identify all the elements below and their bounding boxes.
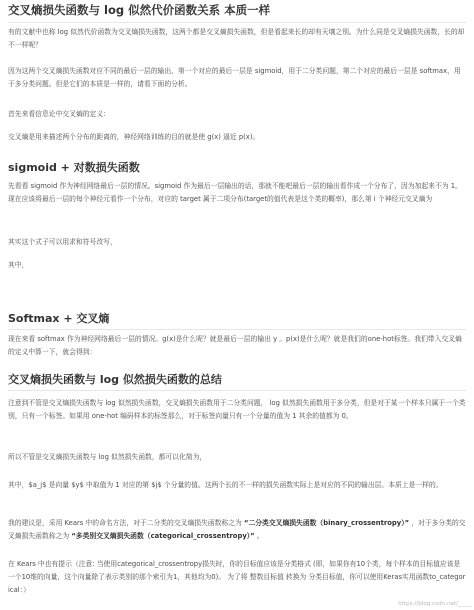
- title-divider: [8, 22, 466, 23]
- binary-crossentropy-term: “二分类交叉熵损失函数（binary_crossentropy）”: [244, 519, 410, 527]
- paragraph-sigmoid-case: 先看看 sigmoid 作为神经网络最后一层的情况。sigmoid 作为最后一层输出的话，那就不能吧最后一层的输出看作成一个分布了，因为加起来不为 1。现在应该将最后一层的每个神经元看作一个分布，对应的 target 属于二项分布(target的值代表是这个类的概率)，那么第 i 个神经元交叉熵为: [8, 182, 462, 203]
- paragraph-softmax-case: 现在来看 softmax 作为神经网络最后一层的情况。g(x)是什么呢？就是最后一层的输出 y 。p(x)是什么呢？就是我们的one-hot标签。我们带入交叉熵的定义中算一下，就会得到：: [8, 335, 462, 356]
- paragraph-simplify: 所以不管是交叉熵损失函数与 log 似然损失函数，都可以化简为，: [8, 453, 207, 461]
- section-heading-summary: 交叉熵损失函数与 log 似然损失函数的总结: [8, 373, 222, 386]
- article: [8, 0, 466, 610]
- summary-divider: [8, 390, 466, 391]
- paragraph-keras-note: 在 Kears 中也有提示（注意: 当使用categorical_crossentropy损失时，你的目标值应该是分类格式 (即，如果你有10个类，每个样本的目标值应该是一个10维的向量，这个向量除了表示类别的那个索引为1，其他均为0)。 为了将 整数目标值 转换为 分类目标值，你可以使用Keras实用函数to_categorical：）: [8, 560, 466, 594]
- advice-text-end: 。: [254, 532, 264, 540]
- paragraph-definition-intro: 首先来看信息论中交叉熵的定义：: [8, 110, 110, 118]
- watermark: https://blog.csdn.net/_____: [398, 601, 472, 608]
- paragraph-summary: 注意到不管是交叉熵损失函数与 log 似然损失函数，交叉熵损失函数用于二分类问题， log 似然损失函数用于多分类，但是对于某一个样本只属于一个类别，只有一个标签。如果用 one-hot 编码样本的标签那么，对于标签向量只有一个分量的值为 1 其余的值都为 0。: [8, 399, 466, 420]
- paragraph-aj-definition: 其中，$a_j$ 是向量 $y$ 中取值为 1 对应的第 $j$ 个分量的值。这两个长的不一样的损失函数实际上是对应的不同的输出层。本质上是一样的。: [8, 481, 443, 489]
- advice-text-middle: ，对于多分类的交叉熵损失函数称之为: [8, 519, 466, 540]
- paragraph-naming-advice: [8, 517, 466, 543]
- paragraph-intro: 有的文献中也称 log 似然代价函数为交叉熵损失函数，这两个都是交叉熵损失函数，但是看起来长的却有天壤之别。为什么同是交叉熵损失函数，长的却不一样呢？: [8, 28, 465, 49]
- section-heading-softmax: Softmax + 交叉熵: [8, 312, 110, 325]
- paragraph-where: 其中，: [8, 261, 29, 269]
- categorical-crossentropy-term: “多类别交叉熵损失函数（categorical_crossentropy）”: [71, 532, 255, 540]
- section-heading-sigmoid: sigmoid + 对数损失函数: [8, 161, 140, 174]
- advice-text-start: 我的建议是，采用 Kears 中的命名方法，对于二分类的交叉熵损失函数称之为: [8, 519, 244, 527]
- paragraph-explanation: 因为这两个交叉熵损失函数对应不同的最后一层的输出，第一个对应的最后一层是 sigmoid，用于二分类问题，第二个对应的最后一层是 softmax，用于多分类问题。但是它们的本质是一样的，请看下面的分析。: [8, 67, 461, 88]
- softmax-divider: [8, 329, 466, 330]
- paragraph-sum-rewrite: 其实这个式子可以用求和符号改写，: [8, 238, 117, 246]
- article-title: 交叉熵损失函数与 log 似然代价函数关系 本质一样: [8, 3, 271, 17]
- paragraph-cross-entropy-purpose: 交叉熵是用来描述两个分布的距离的，神经网络训练的目的就是使 g(x) 逼近 p(x)。: [8, 133, 260, 141]
